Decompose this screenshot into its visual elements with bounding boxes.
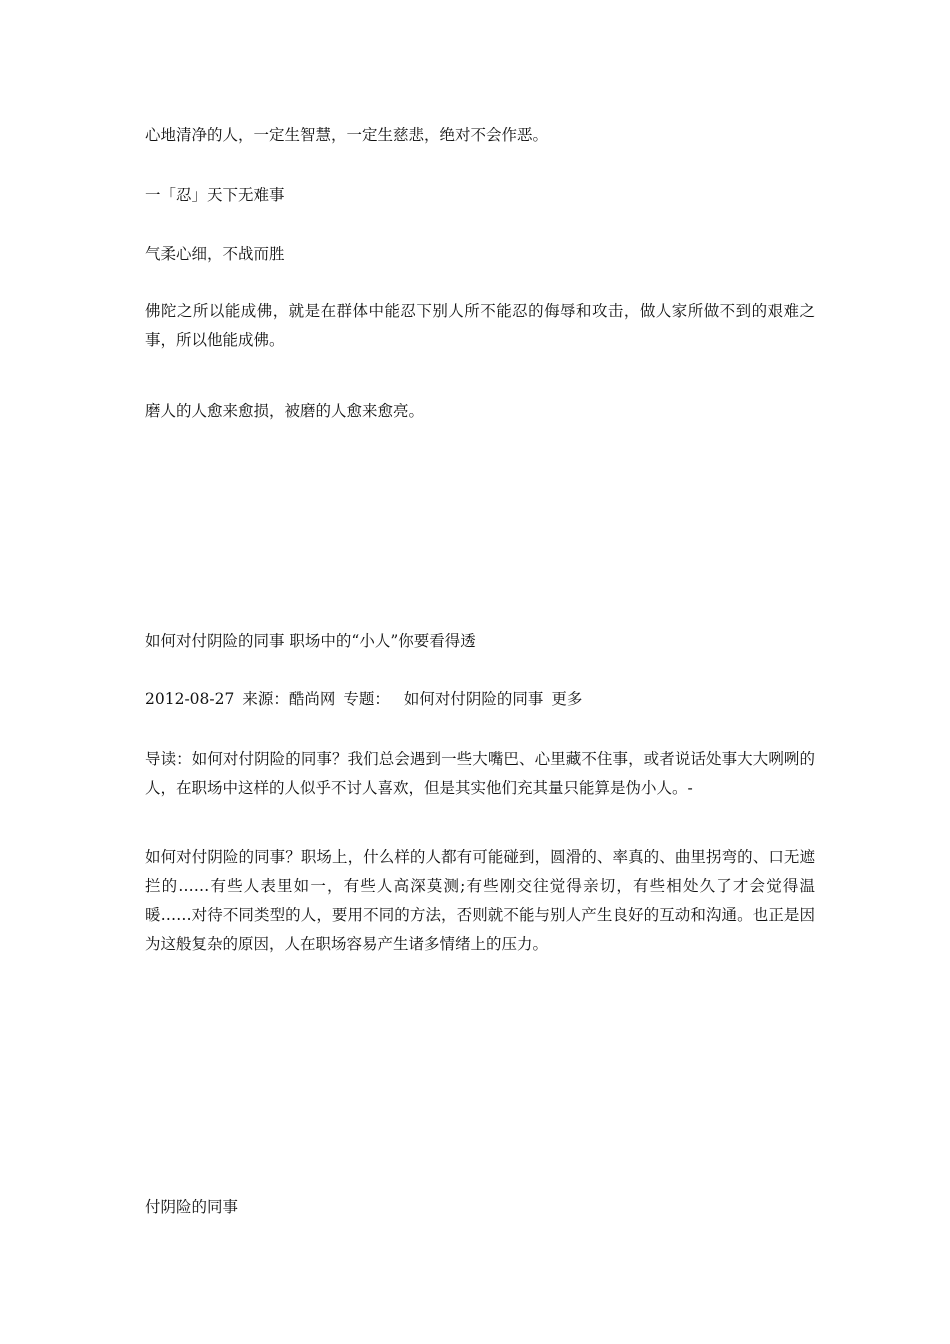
article-topic-link[interactable]: 如何对付阴险的同事 — [403, 690, 544, 708]
article-body: 如何对付阴险的同事？职场上，什么样的人都有可能碰到，圆滑的、率真的、曲里拐弯的、口无遮拦的……有些人表里如一，有些人高深莫测;有些刚交往觉得亲切，有些相处久了才会觉得温暖……对待不同类型的人，要用不同的方法，否则就不能与别人产生良好的互动和沟通。也正是因为这般复杂的原因，人在职场容易产生诸多情绪上的压力。 — [145, 848, 815, 953]
text-line-patience: 一「忍」天下无难事 — [145, 186, 285, 204]
article-more-link[interactable]: 更多 — [551, 690, 583, 708]
article-meta — [145, 684, 815, 714]
text-line-pure-heart: 心地清净的人，一定生智慧，一定生慈悲，绝对不会作恶。 — [145, 126, 549, 144]
article-intro: 导读：如何对付阴险的同事？我们总会遇到一些大嘴巴、心里藏不住事，或者说话处事大大咧咧的人，在职场中这样的人似乎不讨人喜欢，但是其实他们充其量只能算是伪小人。- — [145, 750, 815, 797]
section-heading: 付阴险的同事 — [145, 1198, 239, 1216]
text-line-grinding: 磨人的人愈来愈损，被磨的人愈来愈亮。 — [145, 402, 425, 420]
article-source: 来源：酷尚网 — [242, 690, 336, 708]
text-line-gentle-mind: 气柔心细，不战而胜 — [145, 245, 285, 263]
article-title: 如何对付阴险的同事 职场中的“小人”你要看得透 — [145, 632, 476, 650]
article-date: 2012-08-27 — [145, 690, 235, 708]
paragraph-buddha: 佛陀之所以能成佛，就是在群体中能忍下别人所不能忍的侮辱和攻击，做人家所做不到的艰难之事，所以他能成佛。 — [145, 302, 815, 349]
article-topic-label: 专题： — [343, 690, 390, 708]
